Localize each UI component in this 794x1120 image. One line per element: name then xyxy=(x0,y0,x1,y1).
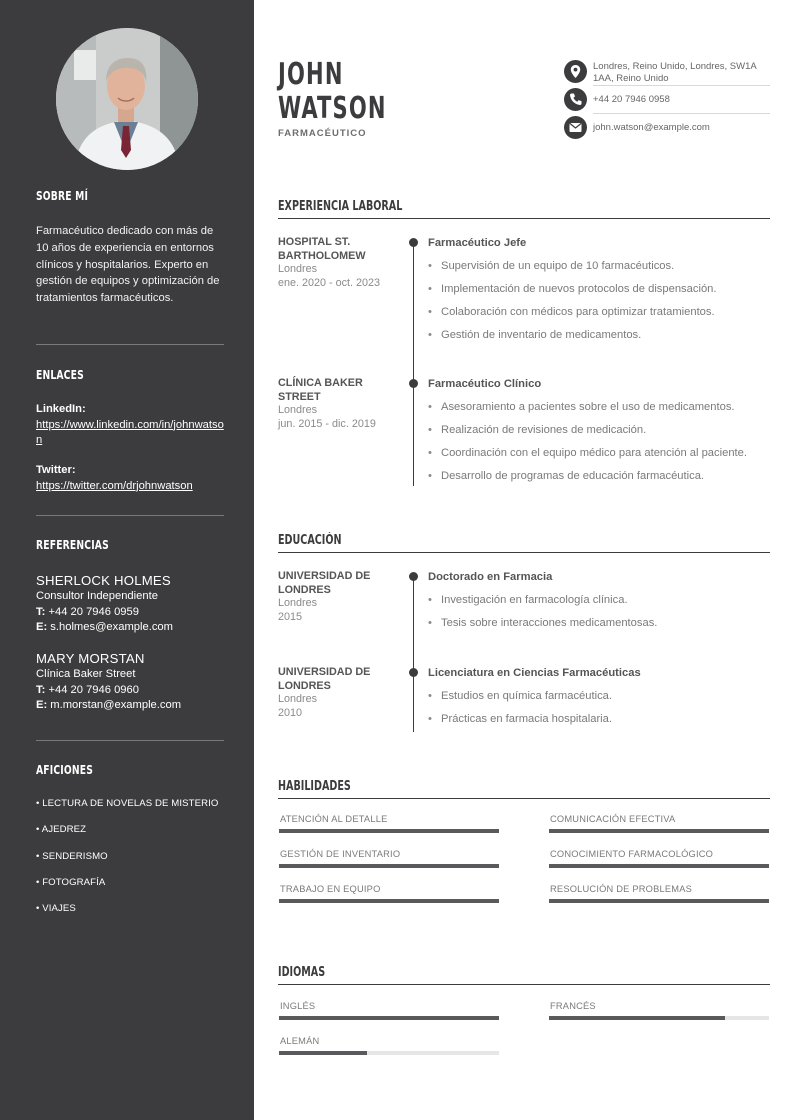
hobby-item: • LECTURA DE NOVELAS DE MISTERIO xyxy=(36,798,219,809)
bullet-item: • Implementación de nuevos protocolos de dispensación. xyxy=(428,282,773,305)
skill-name: CONOCIMIENTO FARMACOLÓGICO xyxy=(550,849,714,859)
reference-phone xyxy=(36,683,236,699)
org-dates: jun. 2015 - dic. 2019 xyxy=(278,417,376,430)
bullet-item: • Colaboración con médicos para optimizar tratamientos. xyxy=(428,305,773,328)
timeline-line xyxy=(413,242,414,486)
timeline-dot xyxy=(409,379,418,388)
section-rule xyxy=(278,798,770,799)
bullet-list xyxy=(428,259,773,351)
linkedin-link-block xyxy=(36,402,226,449)
timeline-dot xyxy=(409,668,418,677)
language-name: ALEMÁN xyxy=(280,1036,320,1046)
mail-icon xyxy=(564,116,587,139)
skill-name: RESOLUCIÓN DE PROBLEMAS xyxy=(550,884,693,894)
language-item xyxy=(279,1000,499,1012)
skill-bar-fill xyxy=(549,829,769,833)
contact-divider xyxy=(593,85,770,86)
bullet-item: • Desarrollo de programas de educación farmacéutica. xyxy=(428,469,773,492)
divider xyxy=(36,740,224,741)
bullet-list xyxy=(428,400,773,492)
reference-name: MARY MORSTAN xyxy=(36,651,145,666)
twitter-link-block xyxy=(36,463,226,494)
job-title: FARMACÉUTICO xyxy=(278,128,367,139)
bullet-item: • Prácticas en farmacia hospitalaria. xyxy=(428,712,773,735)
education-degree-block xyxy=(428,570,773,639)
language-item xyxy=(549,1000,769,1012)
section-rule xyxy=(278,552,770,553)
skill-name: GESTIÓN DE INVENTARIO xyxy=(280,849,401,859)
email-value[interactable]: m.morstan@example.com xyxy=(50,699,182,711)
reference-item xyxy=(36,650,236,714)
first-name: JOHN xyxy=(278,57,344,92)
about-heading: SOBRE MÍ xyxy=(36,188,89,203)
bullet-item: • Estudios en química farmacéutica. xyxy=(428,689,773,712)
org-dates: 2015 xyxy=(278,610,303,623)
about-text: Farmacéutico dedicado con más de 10 años de experiencia en entornos clínicos y hospitalarios. Experto en gestión de equipos y optimización de tratamientos farmacéuticos. xyxy=(36,225,220,305)
education-org-block xyxy=(278,666,403,720)
twitter-link[interactable]: https://twitter.com/drjohnwatson xyxy=(36,479,193,492)
email-label: E: xyxy=(36,699,48,711)
map-pin-icon xyxy=(564,60,587,83)
hobbies-heading: AFICIONES xyxy=(36,762,94,777)
org-dates: ene. 2020 - oct. 2023 xyxy=(278,276,381,289)
bullet-item: • Gestión de inventario de medicamentos. xyxy=(428,328,773,351)
skill-item xyxy=(279,883,499,895)
timeline-dot xyxy=(409,572,418,581)
phone-value: +44 20 7946 0959 xyxy=(48,605,139,618)
degree-title: Licenciatura en Ciencias Farmacéuticas xyxy=(428,667,641,679)
role-title: Farmacéutico Clínico xyxy=(428,378,542,390)
org-location: Londres xyxy=(278,263,318,276)
experience-role-block xyxy=(428,377,773,492)
linkedin-link[interactable]: https://www.linkedin.com/in/johnwatson xyxy=(36,418,224,446)
skill-bar-fill xyxy=(279,829,499,833)
reference-email xyxy=(36,698,236,714)
reference-phone xyxy=(36,605,236,621)
email-value[interactable]: s.holmes@example.com xyxy=(50,621,173,633)
skills-heading xyxy=(278,779,770,794)
language-name: FRANCÉS xyxy=(550,1001,596,1011)
bullet-list xyxy=(428,593,773,639)
divider xyxy=(36,515,224,516)
degree-title: Doctorado en Farmacia xyxy=(428,571,553,583)
skill-item xyxy=(549,848,769,860)
skill-bar-fill xyxy=(549,899,769,903)
language-bar-fill xyxy=(279,1016,499,1020)
hobby-item: • SENDERISMO xyxy=(36,850,108,862)
last-name: WATSON xyxy=(278,91,387,126)
language-bar-fill xyxy=(549,1016,725,1020)
reference-org: Clínica Baker Street xyxy=(36,668,136,680)
org-name: UNIVERSIDAD DE LONDRES xyxy=(278,666,371,692)
languages-heading-text: IDIOMAS xyxy=(278,965,326,980)
language-name: INGLÉS xyxy=(280,1001,316,1011)
bullet-item: • Tesis sobre interacciones medicamentosas. xyxy=(428,616,773,639)
timeline-dot xyxy=(409,238,418,247)
hobby-item: • VIAJES xyxy=(36,903,76,915)
org-location: Londres xyxy=(278,404,318,417)
skill-bar-fill xyxy=(549,864,769,868)
experience-org-block xyxy=(278,236,403,290)
skills-heading-text: HABILIDADES xyxy=(278,779,351,794)
profile-photo xyxy=(56,28,198,170)
sidebar xyxy=(0,0,254,1120)
email-label: E: xyxy=(36,621,48,633)
linkedin-label: LinkedIn: xyxy=(36,403,86,415)
reference-org: Consultor Independiente xyxy=(36,590,158,602)
portrait-photo xyxy=(56,28,198,170)
experience-org-block xyxy=(278,377,403,431)
divider xyxy=(36,344,224,345)
skill-name: TRABAJO EN EQUIPO xyxy=(280,884,381,894)
org-dates: 2010 xyxy=(278,706,303,719)
address-text: Londres, Reino Unido, Londres, SW1A 1AA, Reino Unido xyxy=(593,61,757,84)
education-heading-text: EDUCACIÓN xyxy=(278,533,342,548)
phone-icon xyxy=(564,88,587,111)
phone-value: +44 20 7946 0960 xyxy=(48,683,139,696)
bullet-item: • Supervisión de un equipo de 10 farmacéuticos. xyxy=(428,259,773,282)
education-org-block xyxy=(278,570,403,624)
contact-divider xyxy=(593,113,770,114)
email-text[interactable]: john.watson@example.com xyxy=(593,122,710,133)
section-rule xyxy=(278,984,770,985)
skill-bar-fill xyxy=(279,864,499,868)
org-location: Londres xyxy=(278,597,318,610)
skill-item xyxy=(549,883,769,895)
phone-label: T: xyxy=(36,605,46,618)
timeline-line xyxy=(413,576,414,732)
bullet-list xyxy=(428,689,773,735)
bullet-item: • Investigación en farmacología clínica. xyxy=(428,593,773,616)
experience-heading xyxy=(278,199,770,214)
skill-name: COMUNICACIÓN EFECTIVA xyxy=(550,814,676,824)
org-name: CLÍNICA BAKER STREET xyxy=(278,377,363,403)
skill-name: ATENCIÓN AL DETALLE xyxy=(280,814,388,824)
twitter-label: Twitter: xyxy=(36,464,76,476)
experience-role-block xyxy=(428,236,773,351)
language-bar-fill xyxy=(279,1051,367,1055)
reference-item xyxy=(36,572,236,636)
bullet-item: • Realización de revisiones de medicación. xyxy=(428,423,773,446)
phone-text[interactable]: +44 20 7946 0958 xyxy=(593,94,670,105)
phone-label: T: xyxy=(36,683,46,696)
org-name: HOSPITAL ST. BARTHOLOMEW xyxy=(278,236,366,262)
org-location: Londres xyxy=(278,693,318,706)
education-degree-block xyxy=(428,666,773,735)
skill-item xyxy=(279,813,499,825)
hobbies-list xyxy=(36,797,218,928)
hobby-item: • FOTOGRAFÍA xyxy=(36,876,106,888)
role-title: Farmacéutico Jefe xyxy=(428,237,527,249)
references-heading: REFERENCIAS xyxy=(36,537,109,552)
experience-heading-text: EXPERIENCIA LABORAL xyxy=(278,199,403,214)
languages-heading xyxy=(278,965,770,980)
education-heading xyxy=(278,533,770,548)
skill-item xyxy=(549,813,769,825)
org-name: UNIVERSIDAD DE LONDRES xyxy=(278,570,371,596)
language-item xyxy=(279,1035,499,1047)
section-rule xyxy=(278,218,770,219)
skill-item xyxy=(279,848,499,860)
links-heading: ENLACES xyxy=(36,367,84,382)
bullet-item: • Coordinación con el equipo médico para atención al paciente. xyxy=(428,446,773,469)
bullet-item: • Asesoramiento a pacientes sobre el uso de medicamentos. xyxy=(428,400,773,423)
reference-name: SHERLOCK HOLMES xyxy=(36,573,171,588)
skill-bar-fill xyxy=(279,899,499,903)
hobby-item: • AJEDREZ xyxy=(36,824,87,836)
reference-email xyxy=(36,620,236,636)
